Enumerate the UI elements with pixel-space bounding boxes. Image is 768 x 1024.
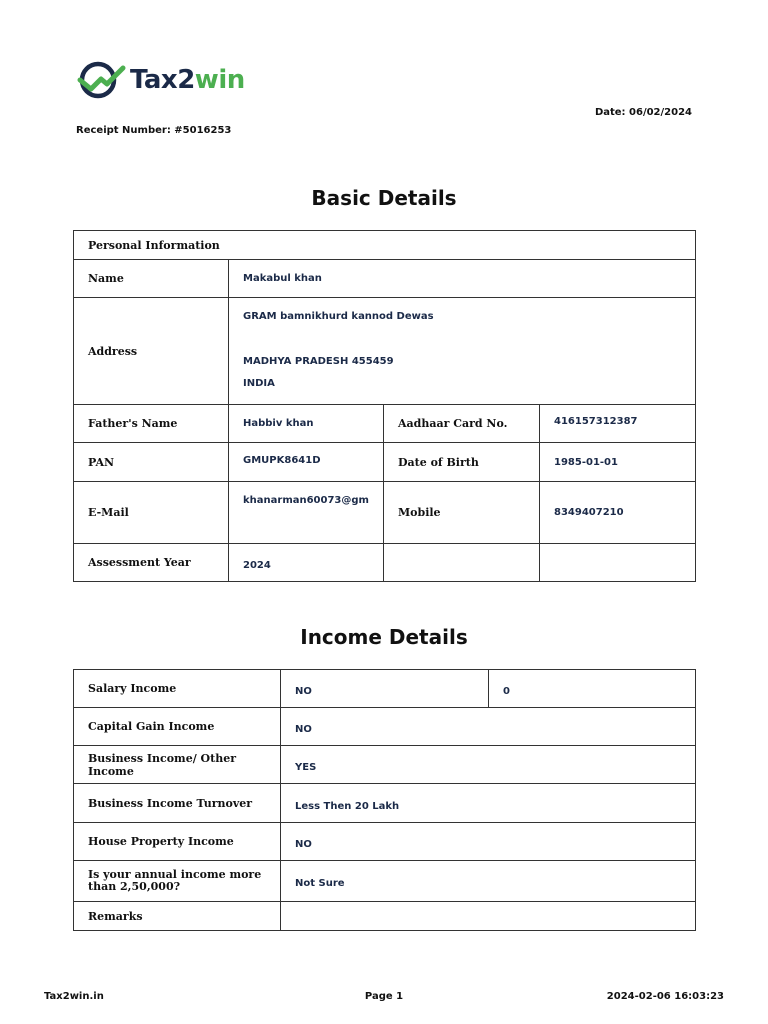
- remarks-value: [281, 902, 696, 931]
- mobile-label: Mobile: [384, 482, 540, 544]
- basic-details-table: [73, 230, 696, 582]
- income-row-label: Business Income Turnover: [74, 784, 281, 823]
- personal-information-header: Personal Information: [74, 231, 696, 260]
- address-line-2: MADHYA PRADESH 455459: [243, 356, 394, 367]
- salary-income-amount: 0: [489, 670, 696, 708]
- tax2win-logo: [76, 60, 245, 100]
- address-label: Address: [74, 298, 229, 405]
- fathers-name-value: Habbiv khan: [229, 405, 384, 443]
- pan-label: PAN: [74, 443, 229, 482]
- document-date: Date: 06/02/2024: [594, 107, 692, 118]
- income-row-value: NO: [281, 708, 696, 746]
- footer-timestamp: 2024-02-06 16:03:23: [606, 991, 724, 1002]
- income-row-value: YES: [281, 746, 696, 784]
- dob-label: Date of Birth: [384, 443, 540, 482]
- income-row-value: NO: [281, 823, 696, 861]
- email-label: E-Mail: [74, 482, 229, 544]
- mobile-value: 8349407210: [540, 482, 696, 544]
- salary-income-value: NO: [281, 670, 489, 708]
- empty-cell: [540, 544, 696, 582]
- pan-value: GMUPK8641D: [229, 443, 384, 482]
- income-details-table: [73, 669, 696, 931]
- salary-income-label: Salary Income: [74, 670, 281, 708]
- footer-page-number: Page 1: [364, 991, 404, 1002]
- income-row-label: Business Income/ Other Income: [74, 746, 281, 784]
- address-line-1: GRAM bamnikhurd kannod Dewas: [243, 311, 434, 322]
- aadhaar-value: 416157312387: [540, 405, 696, 443]
- income-row-value: Less Then 20 Lakh: [281, 784, 696, 823]
- footer-site: Tax2win.in: [44, 991, 104, 1002]
- income-row-label: Capital Gain Income: [74, 708, 281, 746]
- logo-check-icon: [76, 60, 126, 100]
- receipt-number: Receipt Number: #5016253: [76, 125, 232, 136]
- address-value: [229, 298, 696, 405]
- name-value: Makabul khan: [229, 260, 696, 298]
- fathers-name-label: Father's Name: [74, 405, 229, 443]
- assessment-year-value: 2024: [229, 544, 384, 582]
- remarks-label: Remarks: [74, 902, 281, 931]
- income-row-value: Not Sure: [281, 861, 696, 902]
- basic-details-title: Basic Details: [311, 186, 457, 210]
- income-details-title: Income Details: [300, 625, 468, 649]
- assessment-year-label: Assessment Year: [74, 544, 229, 582]
- email-value: khanarman60073@gm: [229, 482, 384, 544]
- income-row-label: Is your annual income more than 2,50,000?: [74, 861, 281, 902]
- aadhaar-label: Aadhaar Card No.: [384, 405, 540, 443]
- income-row-label: House Property Income: [74, 823, 281, 861]
- logo-text: Tax2win: [130, 65, 245, 95]
- empty-cell: [384, 544, 540, 582]
- name-label: Name: [74, 260, 229, 298]
- address-line-3: INDIA: [243, 378, 275, 389]
- dob-value: 1985-01-01: [540, 443, 696, 482]
